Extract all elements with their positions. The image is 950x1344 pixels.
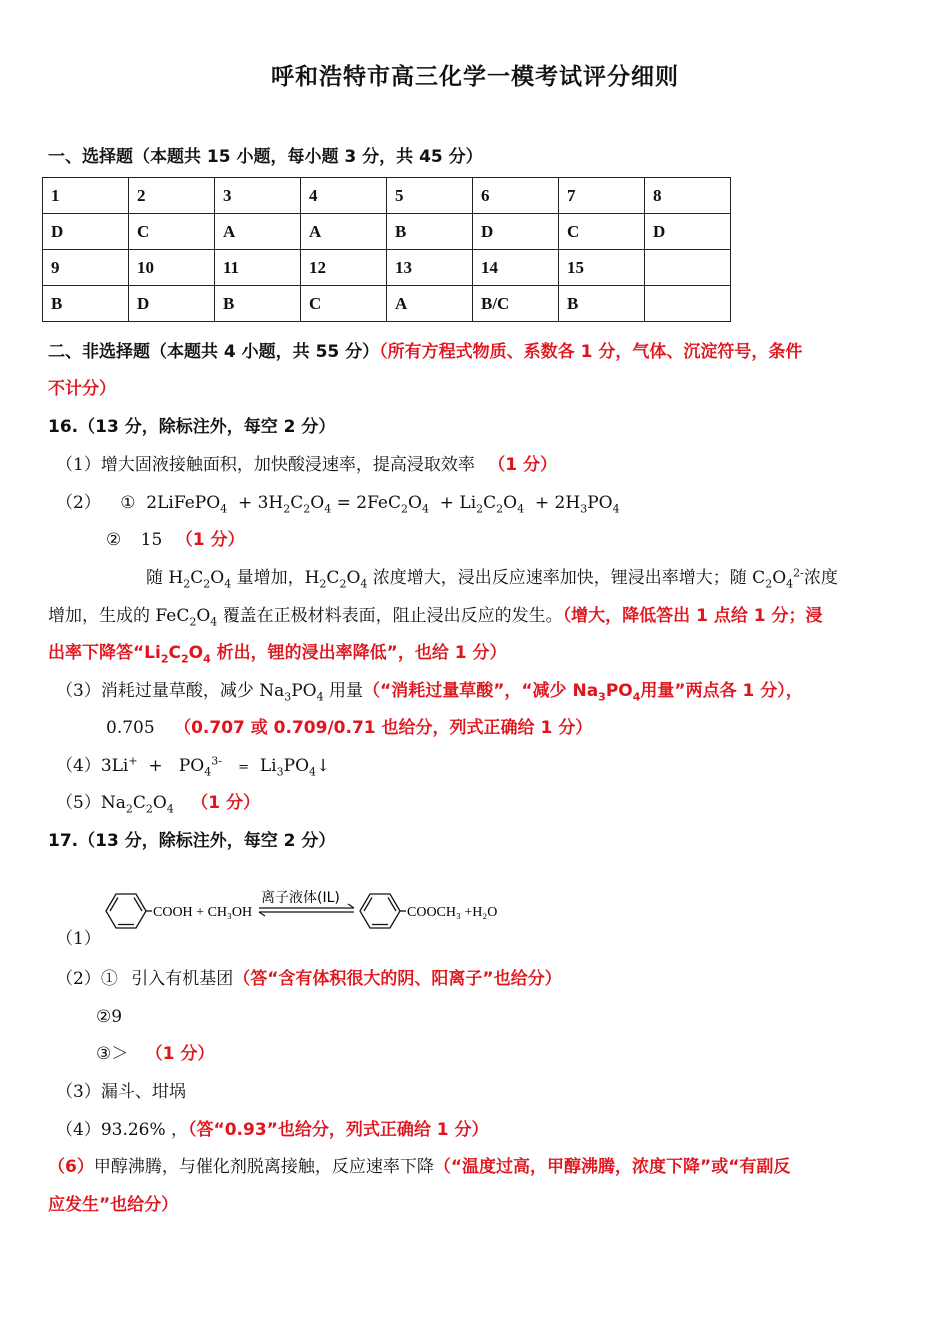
q17-part6-label: （6） [48,1157,94,1177]
answer-cell: D [43,214,129,250]
q16-part3: （3）消耗过量草酸，减少 $Na_3PO_4$ 用量（“消耗过量草酸”，“减少 $Na_3PO_4$用量”两点各 1 分）， [56,681,803,704]
section2-note-a: （所有方程式物质、系数各 1 分，气体、沉淀符号，条件 [379,342,803,362]
q16-part2-eq-line [56,492,620,514]
q16-part4-equation: $3Li^+ + PO_4^{3-}$ = $Li_3PO_4↓$ [100,754,331,779]
explain-text: 增加，生成的 FeC [48,606,190,626]
q17-part2 [56,968,562,990]
answer-cell: C [129,214,215,250]
question-number-row [43,178,731,214]
question-number-cell: 1 [43,178,129,214]
q16-part2-explain-a: 随 $H_2C_2O_4$ 量增加，$H_2C_2O_4$ 浓度增大，浸出反应速率加快，锂浸出率增大；随 $C_2O_4^{2-}$浓度 [146,566,838,591]
q16-heading: 16.（13 分，除标注外，每空 2 分） [48,417,336,437]
q16-part3-note: （“消耗过量草酸”，“减少 Na [363,681,599,701]
q16-part1-score: （1 分） [488,455,557,475]
question-number-cell: 15 [559,250,645,286]
q16-part1 [56,454,557,476]
question-number-cell: 10 [129,250,215,286]
explain-text: 浓度 [803,568,838,588]
q16-part2-red-note-2: 出率下降答“$Li_2C_2O_4$ 析出，锂的浸出率降低”，也给 1 分） [48,643,507,666]
answer-cell [645,286,731,322]
q16-part4-label: （4） [56,756,101,776]
answer-cell: D [129,286,215,322]
q17-part3: （3）漏斗、坩埚 [56,1082,186,1102]
benzene-ring-left [106,894,152,928]
answer-cell: A [215,214,301,250]
question-number-cell: 7 [559,178,645,214]
answer-cell: D [473,214,559,250]
explain-text: 覆盖在正极材料表面，阻止浸出反应的发生。 [222,606,563,626]
explain-text: 量增加，H [236,568,320,588]
q16-part2-circle2: ② [106,530,122,550]
answer-cell: C [301,286,387,322]
explain-text: 浓度增大，浸出反应速率加快，锂浸出率增大；随 C [372,568,766,588]
q17-part2-text: 引入有机基团 [131,969,234,989]
q17-part6-note-b: 应发生”也给分） [48,1195,179,1215]
answer-cell: A [387,286,473,322]
q16-part3-value-note: （0.707 或 0.709/0.71 也给分，列式正确给 1 分） [174,718,593,738]
q16-part5 [56,792,260,814]
q16-part2-value: 15 [140,530,163,550]
answer-row [43,286,731,322]
scheme-right-text: COOCH₃ +H₂O [407,905,498,920]
q16-part5-answer: $Na_2C_2O_4$ [100,793,174,816]
page-title: 呼和浩特市高三化学一模考试评分细则 [271,64,679,90]
q17-part4-text: （4）93.26% ， [56,1120,189,1140]
benzene-ring-right [360,894,406,928]
answer-cell: B [387,214,473,250]
question-number-cell: 13 [387,250,473,286]
q17-part2-c2: ②9 [96,1007,123,1027]
question-number-cell: 5 [387,178,473,214]
question-number-cell: 12 [301,250,387,286]
q17-part4-note: （答“0.93”也给分，列式正确给 1 分） [188,1120,489,1140]
answer-cell: A [301,214,387,250]
q16-part2-explain-b: 增加，生成的 $FeC_2O_4$ 覆盖在正极材料表面，阻止浸出反应的发生。（增大，降低答出 1 点给 1 分；浸 [48,606,823,629]
answer-table [42,177,731,322]
q16-part3-text: （3）消耗过量草酸，减少 Na [56,681,285,701]
red-note-text: 析出，锂的浸出率降低”，也给 1 分） [216,643,507,663]
q16-part3-note: 用量”两点各 1 分）， [640,681,803,701]
q17-part4 [56,1119,489,1141]
q17-part2-c3-score: （1 分） [145,1044,215,1064]
scheme-catalyst: 离子液体(IL) [261,890,340,906]
question-number-cell: 9 [43,250,129,286]
q16-part3-value-line [106,717,592,739]
question-number-cell [645,250,731,286]
q17-part6-note: （“温度过高，甲醇沸腾，浓度下降”或“有副反 [433,1157,791,1177]
q16-part2-label: （2） [56,493,101,513]
q16-part2-red-note: （增大，降低答出 1 点给 1 分；浸 [562,606,823,626]
esterification-scheme [96,880,536,940]
q17-part1-label: （1） [56,929,101,949]
q16-part2-value-line [106,529,244,551]
section1-heading: 一、选择题（本题共 15 小题，每小题 3 分，共 45 分） [48,147,483,167]
q17-part2-circle1: ① [100,969,118,989]
question-number-cell: 8 [645,178,731,214]
q16-part5-label: （5） [56,793,101,813]
q16-part2-equation: 2LiFePO$_4$ + $3H_2C_2O_4 = 2FeC_2O_4 + Li_2C_2O_4 + 2H_3PO_4$ [140,493,620,516]
q16-part3-value: 0.705 [106,718,155,738]
red-note-text: 出率下降答“Li [48,643,161,663]
q17-part2-c3: ③＞ [96,1044,129,1064]
answer-cell: B [559,286,645,322]
q17-part2-c3-line [96,1043,214,1065]
q17-part2-note: （答“含有体积很大的阴、阳离子”也给分） [233,969,562,989]
question-number-cell: 11 [215,250,301,286]
section2-heading: 二、非选择题（本题共 4 小题，共 55 分） [48,342,380,362]
answer-cell: D [645,214,731,250]
q17-part6-text: 甲醇沸腾，与催化剂脱离接触，反应速率下降 [93,1157,434,1177]
q16-part1-text: （1）增大固液接触面积，加快酸浸速率，提高浸取效率 [56,455,475,475]
q17-part2-label: （2） [56,969,101,989]
question-number-cell: 3 [215,178,301,214]
question-number-cell: 14 [473,250,559,286]
q17-heading: 17.（13 分，除标注外，每空 2 分） [48,831,336,851]
q16-part3-text: 用量 [329,681,364,701]
q16-part2-score: （1 分） [175,530,245,550]
q16-part2-circle1: ① [120,493,136,513]
section2-note-b: 不计分） [48,379,116,399]
question-number-row [43,250,731,286]
question-number-cell: 6 [473,178,559,214]
answer-cell: B/C [473,286,559,322]
answer-cell: B [43,286,129,322]
section2-heading-line [48,341,802,363]
q17-part6 [48,1156,790,1178]
answer-cell: C [559,214,645,250]
question-number-cell: 2 [129,178,215,214]
question-number-cell: 4 [301,178,387,214]
answer-row [43,214,731,250]
answer-cell: B [215,286,301,322]
q16-part4 [56,755,330,779]
explain-text: 随 H [146,568,184,588]
scheme-left-text: COOH + CH₃OH [153,905,253,920]
q16-part5-score: （1 分） [191,793,260,813]
